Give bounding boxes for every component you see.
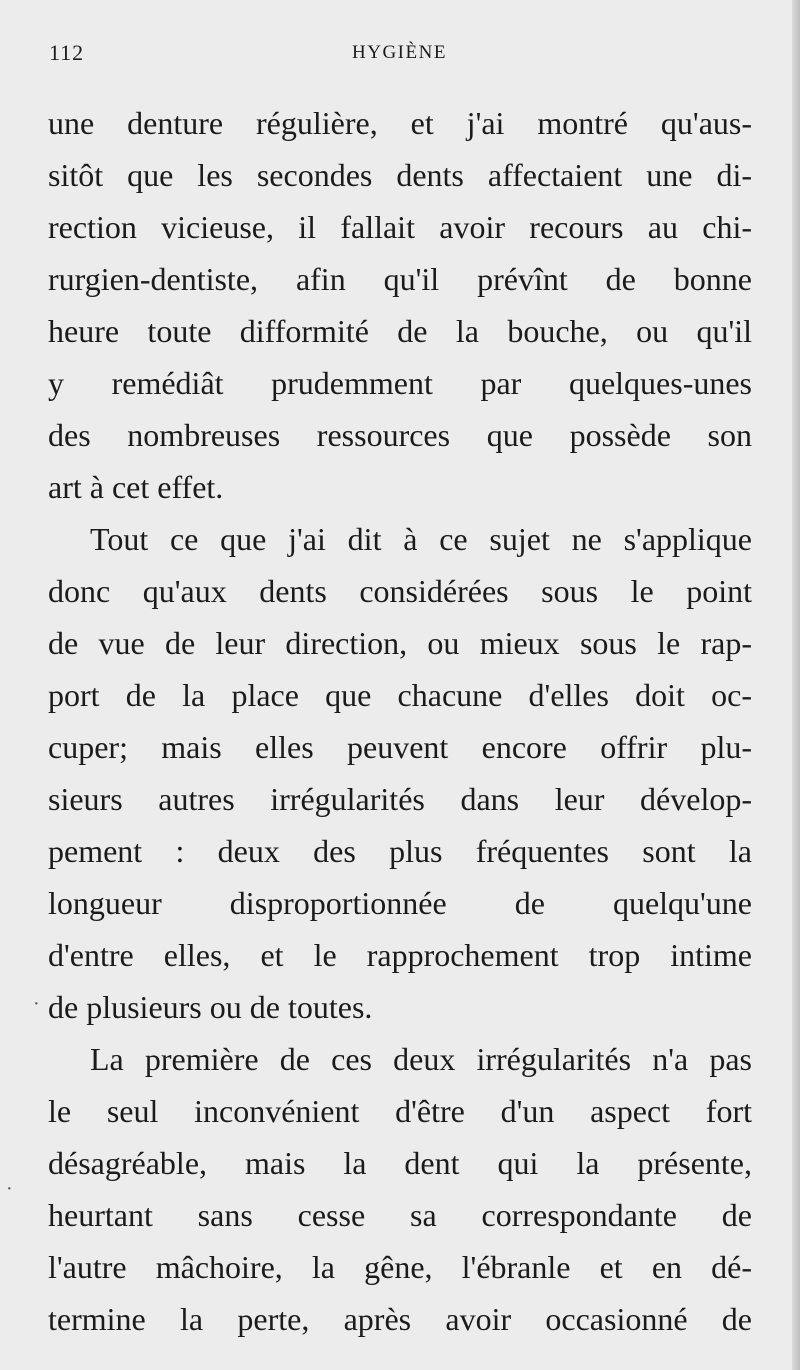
text-line: rurgien-dentiste, afin qu'il prévînt de bonne — [48, 261, 752, 297]
text-line: termine la perte, après avoir occasionné de — [48, 1301, 752, 1337]
text-line: désagréable, mais la dent qui la présente, — [48, 1145, 752, 1181]
text-line: La première de ces deux irrégularités n'a pas — [90, 1041, 752, 1077]
text-line: heure toute difformité de la bouche, ou qu'il — [48, 313, 752, 349]
text-line: port de la place que chacune d'elles doit oc- — [48, 677, 752, 713]
text-line: heurtant sans cesse sa correspondante de — [48, 1197, 752, 1233]
text-line: d'entre elles, et le rapprochement trop intime — [48, 937, 752, 973]
page-number: 112 — [49, 40, 85, 65]
running-title: HYGIÈNE — [352, 42, 447, 63]
text-line: sieurs autres irrégularités dans leur dévelop- — [48, 781, 752, 817]
text-line: y remédiât prudemment par quelques-unes — [48, 365, 752, 401]
print-speck: · — [33, 993, 40, 1015]
text-line: de vue de leur direction, ou mieux sous le rap- — [48, 625, 752, 661]
text-line: pement : deux des plus fréquentes sont la — [48, 833, 752, 869]
text-line: des nombreuses ressources que possède son — [48, 417, 752, 453]
text-line: longueur disproportionnée de quelqu'une — [48, 885, 752, 921]
text-line: de plusieurs ou de toutes. — [48, 989, 373, 1025]
text-line: une denture régulière, et j'ai montré qu'aus- — [48, 105, 752, 141]
text-line: sitôt que les secondes dents affectaient une di- — [48, 157, 752, 193]
text-line: cuper; mais elles peuvent encore offrir plu- — [48, 729, 752, 765]
text-line: le seul inconvénient d'être d'un aspect fort — [48, 1093, 752, 1129]
page-header — [0, 40, 800, 80]
text-line: donc qu'aux dents considérées sous le point — [48, 573, 752, 609]
text-line: l'autre mâchoire, la gêne, l'ébranle et en dé- — [48, 1249, 752, 1285]
text-line: art à cet effet. — [48, 469, 224, 505]
body-text — [48, 97, 752, 1345]
print-speck: · — [6, 1178, 13, 1200]
text-line: rection vicieuse, il fallait avoir recours au chi- — [48, 209, 752, 245]
text-line: Tout ce que j'ai dit à ce sujet ne s'applique — [90, 521, 752, 557]
